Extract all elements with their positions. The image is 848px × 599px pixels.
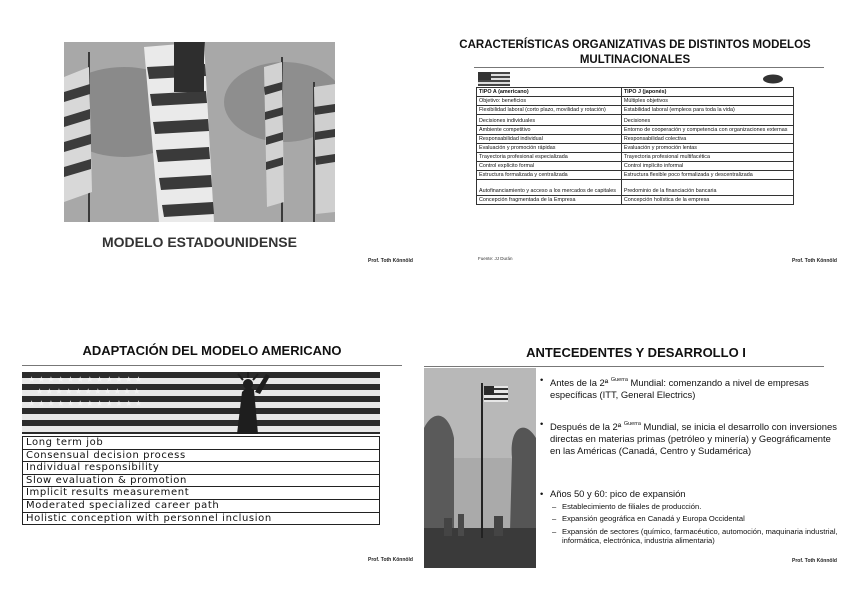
comparison-table [476,87,794,205]
cell: Decisiones [621,115,793,126]
bullet-despues [540,418,842,457]
japan-flag-icon [762,74,784,84]
bullet-text: Después de la 2ª [550,421,624,432]
cell: Entorno de cooperación y competencia con organizaciones externas [621,126,793,135]
slide1-title: MODELO ESTADOUNIDENSE [102,234,297,250]
slide2-title-line2: MULTINACIONALES [579,54,691,66]
american-flags-photo [64,42,335,222]
cell: Concepción holística de la empresa [621,196,793,205]
table-source: Fuente: JJ Durán [478,256,513,261]
table-row [477,126,794,135]
header-tipo-a: TIPO A (americano) [477,88,622,97]
list-item: Long term job [22,436,380,450]
table-row [477,97,794,106]
slide3-title: ADAPTACIÓN DEL MODELO AMERICANO [82,343,342,358]
table-row [477,162,794,171]
adaptation-list [22,436,380,525]
slide4-title: ANTECEDENTES Y DESARROLLO I [526,345,746,360]
cell: Objetivo: beneficios [477,97,622,106]
svg-text:★ ★ ★ ★ ★ ★ ★ ★ ★ ★ ★ ★: ★ ★ ★ ★ ★ ★ ★ ★ ★ ★ ★ ★ [28,375,143,384]
cell: Ambiente competitivo [477,126,622,135]
author-credit: Prof. Toth Könnöld [792,558,837,564]
cell: Control explícito formal [477,162,622,171]
list-item: Individual responsibility [22,462,380,475]
header-tipo-j: TIPO J (japonés) [621,88,793,97]
slide2-title-line1: CARACTERÍSTICAS ORGANIZATIVAS DE DISTINTOS MODELOS [459,39,811,51]
list-item: Slow evaluation & promotion [22,475,380,488]
sub-item [552,514,842,523]
table-row [477,171,794,180]
author-credit: Prof. Toth Könnöld [368,258,413,264]
dash-icon: – [552,502,557,511]
bullet-dot-icon: • [540,418,544,429]
sub-item-text: Expansión de sectores (químico, farmacéutico, automoción, maquinaria industrial, informática, electrónica, industria alimentaria) [562,527,838,546]
cell: Responsabilidad colectiva [621,135,793,144]
cell: Estructura flexible poco formalizada y descentralizada [621,171,793,180]
list-item: Implicit results measurement [22,487,380,500]
cell: Múltiples objetivos [621,97,793,106]
table-row [477,180,794,196]
cell: Responsabilidad individual [477,135,622,144]
cell: Control implícito informal [621,162,793,171]
title-divider [22,365,402,366]
cell: Flexibilidad laboral (corto plazo, movilidad y rotación) [477,106,622,115]
title-divider [424,366,824,367]
bullet-antes [540,374,842,401]
title-divider [474,67,824,68]
cell: Concepción fragmentada de la Empresa [477,196,622,205]
table-row [477,106,794,115]
bullet-text: Mundial: comenzando a nivel de empresas específicas (ITT, General Electrics) [550,377,809,400]
svg-text:★ ★ ★ ★ ★ ★ ★ ★ ★ ★ ★ ★: ★ ★ ★ ★ ★ ★ ★ ★ ★ ★ ★ ★ [28,399,143,408]
flag-icon [64,42,335,222]
sub-item-text: Expansión geográfica en Canadá y Europa Occidental [562,514,745,523]
sub-item-text: Establecimiento de filiales de producción. [562,502,702,511]
table-row [477,135,794,144]
cell: Predominio de la financiación bancaria [621,180,793,196]
list-item: Moderated specialized career path [22,500,380,513]
table-header-row [477,88,794,97]
dash-icon: – [552,514,557,523]
statue-of-liberty-icon [22,372,380,434]
us-flag-icon [478,72,510,86]
flag-statue-banner [22,372,380,434]
bullet-dot-icon: • [540,374,544,385]
bullet-anos [540,488,842,500]
cell: Evaluación y promoción lentas [621,144,793,153]
bullet-text: Años 50 y 60: pico de expansión [550,488,686,499]
bullet-text: Antes de la 2ª [550,377,611,388]
cell: Autofinanciamiento y acceso a los mercados de capitales [477,180,622,196]
list-item: Consensual decision process [22,450,380,463]
sub-item [552,527,842,546]
superscript: Guerra [623,421,641,427]
cell: Evaluación y promoción rápidas [477,144,622,153]
cell: Estructura formalizada y centralizada [477,171,622,180]
slide2-title [430,38,840,68]
svg-text:★ ★ ★ ★ ★ ★ ★ ★ ★ ★ ★: ★ ★ ★ ★ ★ ★ ★ ★ ★ ★ ★ [36,387,141,396]
bullet-dot-icon: • [540,488,544,499]
flagpole-photo [424,368,536,568]
author-credit: Prof. Toth Könnöld [368,557,413,563]
dash-icon: – [552,527,557,536]
cell: Trayectoria profesional multifacética [621,153,793,162]
superscript: Guerra [610,377,628,383]
table-row [477,115,794,126]
author-credit: Prof. Toth Könnöld [792,258,837,264]
table-row [477,196,794,205]
cell: Decisiones individuales [477,115,622,126]
sub-item [552,502,842,511]
table-row [477,144,794,153]
list-item: Holistic conception with personnel inclusion [22,513,380,526]
flagpole-icon [424,368,536,568]
bullet-text: Mundial, se inicia el desarrollo con inversiones directas en materias primas (petróleo y minería) y Geográficamente en las Américas (Canadá, Centro y Sudamérica) [550,421,837,456]
table-row [477,153,794,162]
cell: Trayectoria profesional especializada [477,153,622,162]
cell: Estabilidad laboral (empleos para toda la vida) [621,106,793,115]
